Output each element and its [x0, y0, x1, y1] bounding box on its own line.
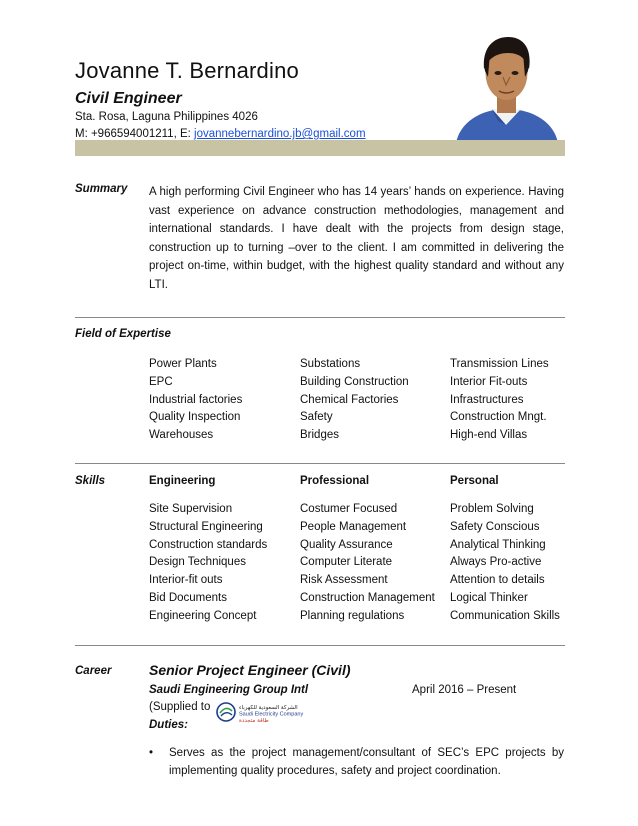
person-portrait-icon — [448, 25, 565, 143]
skill-item: Attention to details — [450, 574, 545, 587]
candidate-address: Sta. Rosa, Laguna Philippines 4026 — [75, 111, 258, 123]
job-title: Senior Project Engineer (Civil) — [149, 662, 351, 678]
candidate-name: Jovanne T. Bernardino — [75, 58, 299, 83]
section-divider — [75, 645, 565, 646]
skill-item: Risk Assessment — [300, 574, 388, 587]
skill-item: Quality Assurance — [300, 538, 393, 551]
skill-item: Bid Documents — [149, 591, 227, 604]
skill-item: Construction Management — [300, 591, 435, 604]
expertise-item: Transmission Lines — [450, 358, 549, 370]
skills-column-professional — [300, 501, 435, 626]
expertise-item: Quality Inspection — [149, 411, 241, 424]
profile-photo — [448, 25, 565, 143]
sec-logo — [216, 701, 320, 723]
summary-label: Summary — [75, 183, 128, 195]
skill-item: Site Supervision — [149, 503, 233, 515]
candidate-title: Civil Engineer — [75, 90, 182, 107]
logo-arabic-text: الشركة السعودية للكهرباء — [239, 705, 298, 711]
supplied-to-text: (Supplied to — [149, 701, 211, 713]
summary-text: A high performing Civil Engineer who has 14 years’ hands on experience. Having vast experience on advance construction methodologies, management and international standards. I have dealt with the projects from design stage, construction up to turning –over to the client. I am committed in delivering the project on-time, within budget, with the highest quality standard and without any LTI. — [149, 186, 564, 291]
duty-text: Serves as the project management/consultant of SEC’s EPC projects by implementing quality procedures, safety and project coordination. — [169, 747, 564, 777]
expertise-item: Power Plants — [149, 358, 217, 370]
employment-dates: April 2016 – Present — [412, 684, 517, 696]
logo-arabic-subtext: طاقة متجددة — [239, 718, 269, 723]
skill-item: Costumer Focused — [300, 503, 398, 515]
skill-item: Analytical Thinking — [450, 538, 546, 551]
header-divider-bar — [75, 140, 565, 156]
skill-item: Safety Conscious — [450, 520, 540, 533]
expertise-item: Infrastructures — [450, 393, 524, 406]
skills-label: Skills — [75, 475, 106, 487]
expertise-item: Bridges — [300, 429, 339, 442]
sec-logo-icon — [216, 701, 320, 723]
skill-item: Always Pro-active — [450, 556, 542, 569]
skills-header-professional: Professional — [300, 475, 370, 487]
expertise-item: Chemical Factories — [300, 393, 399, 406]
logo-english-text: Saudi Electricity Company — [239, 711, 304, 718]
candidate-contact — [75, 128, 366, 140]
expertise-label: Field of Expertise — [75, 328, 171, 340]
skill-item: Structural Engineering — [149, 520, 263, 533]
expertise-item: High-end Villas — [450, 429, 528, 442]
expertise-column-2 — [300, 356, 409, 445]
skills-header-personal: Personal — [450, 475, 499, 487]
expertise-column-1 — [149, 356, 242, 445]
skill-item: People Management — [300, 520, 407, 533]
expertise-item: Warehouses — [149, 429, 214, 442]
expertise-item: Interior Fit-outs — [450, 375, 528, 388]
skill-item: Design Techniques — [149, 556, 246, 569]
duties-label: Duties: — [149, 719, 188, 731]
skill-item: Communication Skills — [450, 609, 560, 622]
skill-item: Engineering Concept — [149, 609, 257, 622]
skill-item: Problem Solving — [450, 503, 534, 515]
bullet-icon: • — [149, 747, 154, 759]
skills-header-engineering: Engineering — [149, 475, 216, 487]
skill-item: Computer Literate — [300, 556, 393, 569]
skill-item: Planning regulations — [300, 609, 405, 622]
company-name: Saudi Engineering Group Intl — [149, 684, 309, 696]
skills-column-engineering — [149, 501, 267, 626]
expertise-item: Industrial factories — [149, 393, 243, 406]
expertise-item: Substations — [300, 358, 361, 370]
expertise-column-3 — [450, 356, 549, 445]
phone-text: M: +966594001211, E: — [75, 128, 195, 140]
skill-item: Logical Thinker — [450, 591, 528, 604]
section-divider — [75, 317, 565, 318]
career-label: Career — [75, 665, 112, 677]
duty-item — [149, 744, 564, 780]
skills-column-personal — [450, 501, 560, 626]
expertise-item: Safety — [300, 411, 333, 424]
section-divider — [75, 463, 565, 464]
expertise-item: Construction Mngt. — [450, 411, 547, 424]
expertise-item: EPC — [149, 375, 173, 388]
skill-item: Interior-fit outs — [149, 574, 223, 587]
skill-item: Construction standards — [149, 538, 268, 551]
email-link[interactable]: jovannebernardino.jb@gmail.com — [194, 128, 366, 140]
expertise-item: Building Construction — [300, 375, 409, 388]
